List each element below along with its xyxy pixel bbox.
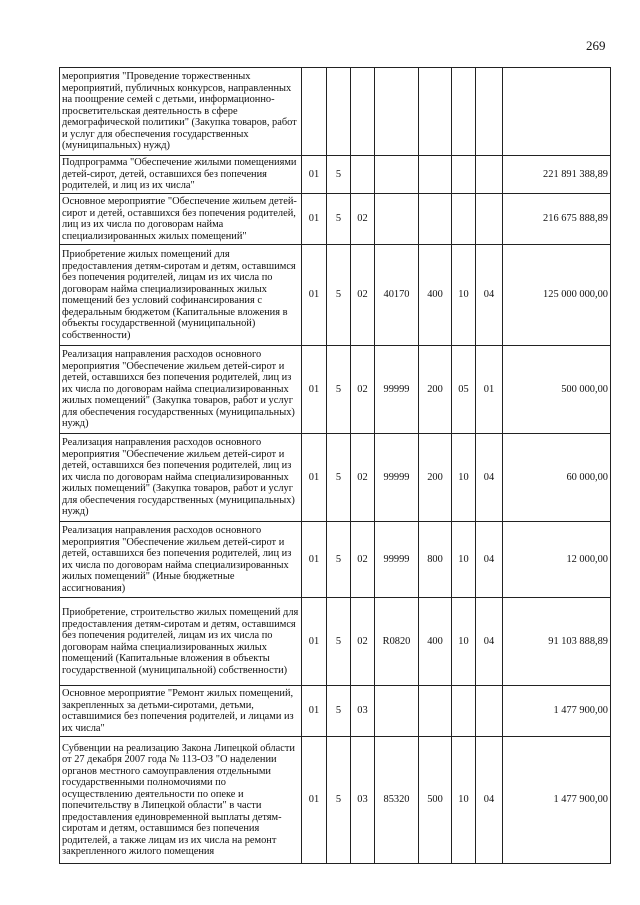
row-amount: 60 000,00 bbox=[503, 434, 611, 522]
code-program: 01 bbox=[302, 434, 327, 522]
row-description: Основное мероприятие "Обеспечение жильем детей-сирот и детей, оставшихся без попечения родителей, лиц из их числа по договорам найма специализированных жилых помещений" bbox=[60, 194, 302, 245]
code-direction: 99999 bbox=[375, 434, 419, 522]
code-program: 01 bbox=[302, 194, 327, 245]
code-program: 01 bbox=[302, 245, 327, 346]
table-row bbox=[60, 686, 611, 737]
budget-table bbox=[59, 67, 611, 864]
row-amount: 125 000 000,00 bbox=[503, 245, 611, 346]
table-row bbox=[60, 245, 611, 346]
code-direction bbox=[375, 194, 419, 245]
code-section: 10 bbox=[452, 245, 476, 346]
code-measure bbox=[351, 68, 375, 156]
code-program: 01 bbox=[302, 686, 327, 737]
row-description: Реализация направления расходов основного мероприятия "Обеспечение жильем детей-сирот и детей, оставшихся без попечения родителей, лиц из их числа по договорам найма специализированных жилых помещений" (Закупка товаров, работ и услуг для обеспечения государственных (муниципальных) нужд) bbox=[60, 346, 302, 434]
table-row bbox=[60, 434, 611, 522]
code-expense-type: 400 bbox=[419, 598, 452, 686]
code-direction bbox=[375, 156, 419, 194]
row-amount: 91 103 888,89 bbox=[503, 598, 611, 686]
code-program bbox=[302, 68, 327, 156]
code-expense-type bbox=[419, 156, 452, 194]
code-section: 05 bbox=[452, 346, 476, 434]
code-section: 10 bbox=[452, 434, 476, 522]
row-description: Приобретение, строительство жилых помещений для предоставления детям-сиротам и детям, оставшимся без попечения родителей, лицам из их числа по договорам найма специализированных жилых помещений (Капитальные вложения в объекты государственной (муниципальной) собственности) bbox=[60, 598, 302, 686]
code-direction: 40170 bbox=[375, 245, 419, 346]
code-direction: R0820 bbox=[375, 598, 419, 686]
row-description: Субвенции на реализацию Закона Липецкой области от 27 декабря 2007 года № 113-ОЗ "О наделении органов местного самоуправления отдельными государственными полномочиями по осуществлению деятельности по опеке и попечительству в Липецкой области" в части предоставления единовременной выплаты детям-сиротам и детям, оставшимся без попечения родителей, а также лицам из их числа на ремонт закрепленного жилого помещения bbox=[60, 737, 302, 864]
code-section: 10 bbox=[452, 598, 476, 686]
table-row bbox=[60, 194, 611, 245]
table-row bbox=[60, 522, 611, 598]
code-subprogram: 5 bbox=[327, 434, 351, 522]
code-section: 10 bbox=[452, 522, 476, 598]
row-amount: 500 000,00 bbox=[503, 346, 611, 434]
code-measure: 02 bbox=[351, 194, 375, 245]
code-subprogram: 5 bbox=[327, 598, 351, 686]
code-expense-type: 800 bbox=[419, 522, 452, 598]
code-direction bbox=[375, 686, 419, 737]
code-measure: 02 bbox=[351, 598, 375, 686]
table-row bbox=[60, 346, 611, 434]
code-expense-type: 400 bbox=[419, 245, 452, 346]
code-expense-type bbox=[419, 194, 452, 245]
code-subprogram bbox=[327, 68, 351, 156]
code-subsection: 04 bbox=[476, 245, 503, 346]
code-measure bbox=[351, 156, 375, 194]
code-direction: 99999 bbox=[375, 346, 419, 434]
code-subsection bbox=[476, 194, 503, 245]
row-amount: 12 000,00 bbox=[503, 522, 611, 598]
code-measure: 02 bbox=[351, 434, 375, 522]
code-measure: 02 bbox=[351, 245, 375, 346]
code-expense-type bbox=[419, 686, 452, 737]
code-subprogram: 5 bbox=[327, 686, 351, 737]
table-row bbox=[60, 598, 611, 686]
row-amount: 216 675 888,89 bbox=[503, 194, 611, 245]
code-subprogram: 5 bbox=[327, 156, 351, 194]
row-description: Приобретение жилых помещений для предоставления детям-сиротам и детям, оставшимся без попечения родителей, лицам из их числа по договорам найма специализированных жилых помещений без условий софинансирования с федеральным бюджетом (Капитальные вложения в объекты государственной (муниципальной) собственности) bbox=[60, 245, 302, 346]
code-subprogram: 5 bbox=[327, 194, 351, 245]
code-program: 01 bbox=[302, 737, 327, 864]
code-section bbox=[452, 194, 476, 245]
code-measure: 03 bbox=[351, 686, 375, 737]
code-subsection bbox=[476, 68, 503, 156]
table-row bbox=[60, 156, 611, 194]
code-section bbox=[452, 686, 476, 737]
code-expense-type: 200 bbox=[419, 346, 452, 434]
code-section bbox=[452, 156, 476, 194]
code-expense-type: 200 bbox=[419, 434, 452, 522]
row-amount: 1 477 900,00 bbox=[503, 737, 611, 864]
code-subsection: 04 bbox=[476, 522, 503, 598]
code-direction: 85320 bbox=[375, 737, 419, 864]
row-description: Подпрограмма "Обеспечение жилыми помещениями детей-сирот, детей, оставшихся без попечения родителей, и лиц из их числа" bbox=[60, 156, 302, 194]
code-measure: 02 bbox=[351, 522, 375, 598]
code-program: 01 bbox=[302, 598, 327, 686]
code-subsection: 01 bbox=[476, 346, 503, 434]
table-row bbox=[60, 737, 611, 864]
code-subsection: 04 bbox=[476, 434, 503, 522]
code-section bbox=[452, 68, 476, 156]
code-measure: 03 bbox=[351, 737, 375, 864]
row-description: Реализация направления расходов основного мероприятия "Обеспечение жильем детей-сирот и детей, оставшихся без попечения родителей, лиц из их числа по договорам найма специализированных жилых помещений" (Иные бюджетные ассигнования) bbox=[60, 522, 302, 598]
code-subprogram: 5 bbox=[327, 245, 351, 346]
code-subprogram: 5 bbox=[327, 522, 351, 598]
row-description: мероприятия "Проведение торжественных мероприятий, публичных конкурсов, направленных на поощрение семей с детьми, информационно-просветительская деятельность в сфере демографической политики" (Закупка товаров, работ и услуг для обеспечения государственных (муниципальных) нужд) bbox=[60, 68, 302, 156]
code-subprogram: 5 bbox=[327, 737, 351, 864]
code-expense-type: 500 bbox=[419, 737, 452, 864]
code-program: 01 bbox=[302, 156, 327, 194]
code-program: 01 bbox=[302, 522, 327, 598]
code-subsection: 04 bbox=[476, 598, 503, 686]
row-amount: 221 891 388,89 bbox=[503, 156, 611, 194]
code-expense-type bbox=[419, 68, 452, 156]
code-direction bbox=[375, 68, 419, 156]
page-number: 269 bbox=[586, 38, 606, 53]
code-section: 10 bbox=[452, 737, 476, 864]
code-program: 01 bbox=[302, 346, 327, 434]
row-amount: 1 477 900,00 bbox=[503, 686, 611, 737]
code-direction: 99999 bbox=[375, 522, 419, 598]
row-amount bbox=[503, 68, 611, 156]
code-subsection bbox=[476, 686, 503, 737]
row-description: Основное мероприятие "Ремонт жилых помещений, закрепленных за детьми-сиротами, детьми, оставшимися без попечения родителей, и лицами из их числа" bbox=[60, 686, 302, 737]
row-description: Реализация направления расходов основного мероприятия "Обеспечение жильем детей-сирот и детей, оставшихся без попечения родителей, лиц из их числа по договорам найма специализированных жилых помещений" (Закупка товаров, работ и услуг для обеспечения государственных (муниципальных) нужд) bbox=[60, 434, 302, 522]
code-subsection bbox=[476, 156, 503, 194]
code-measure: 02 bbox=[351, 346, 375, 434]
table-row bbox=[60, 68, 611, 156]
code-subsection: 04 bbox=[476, 737, 503, 864]
code-subprogram: 5 bbox=[327, 346, 351, 434]
